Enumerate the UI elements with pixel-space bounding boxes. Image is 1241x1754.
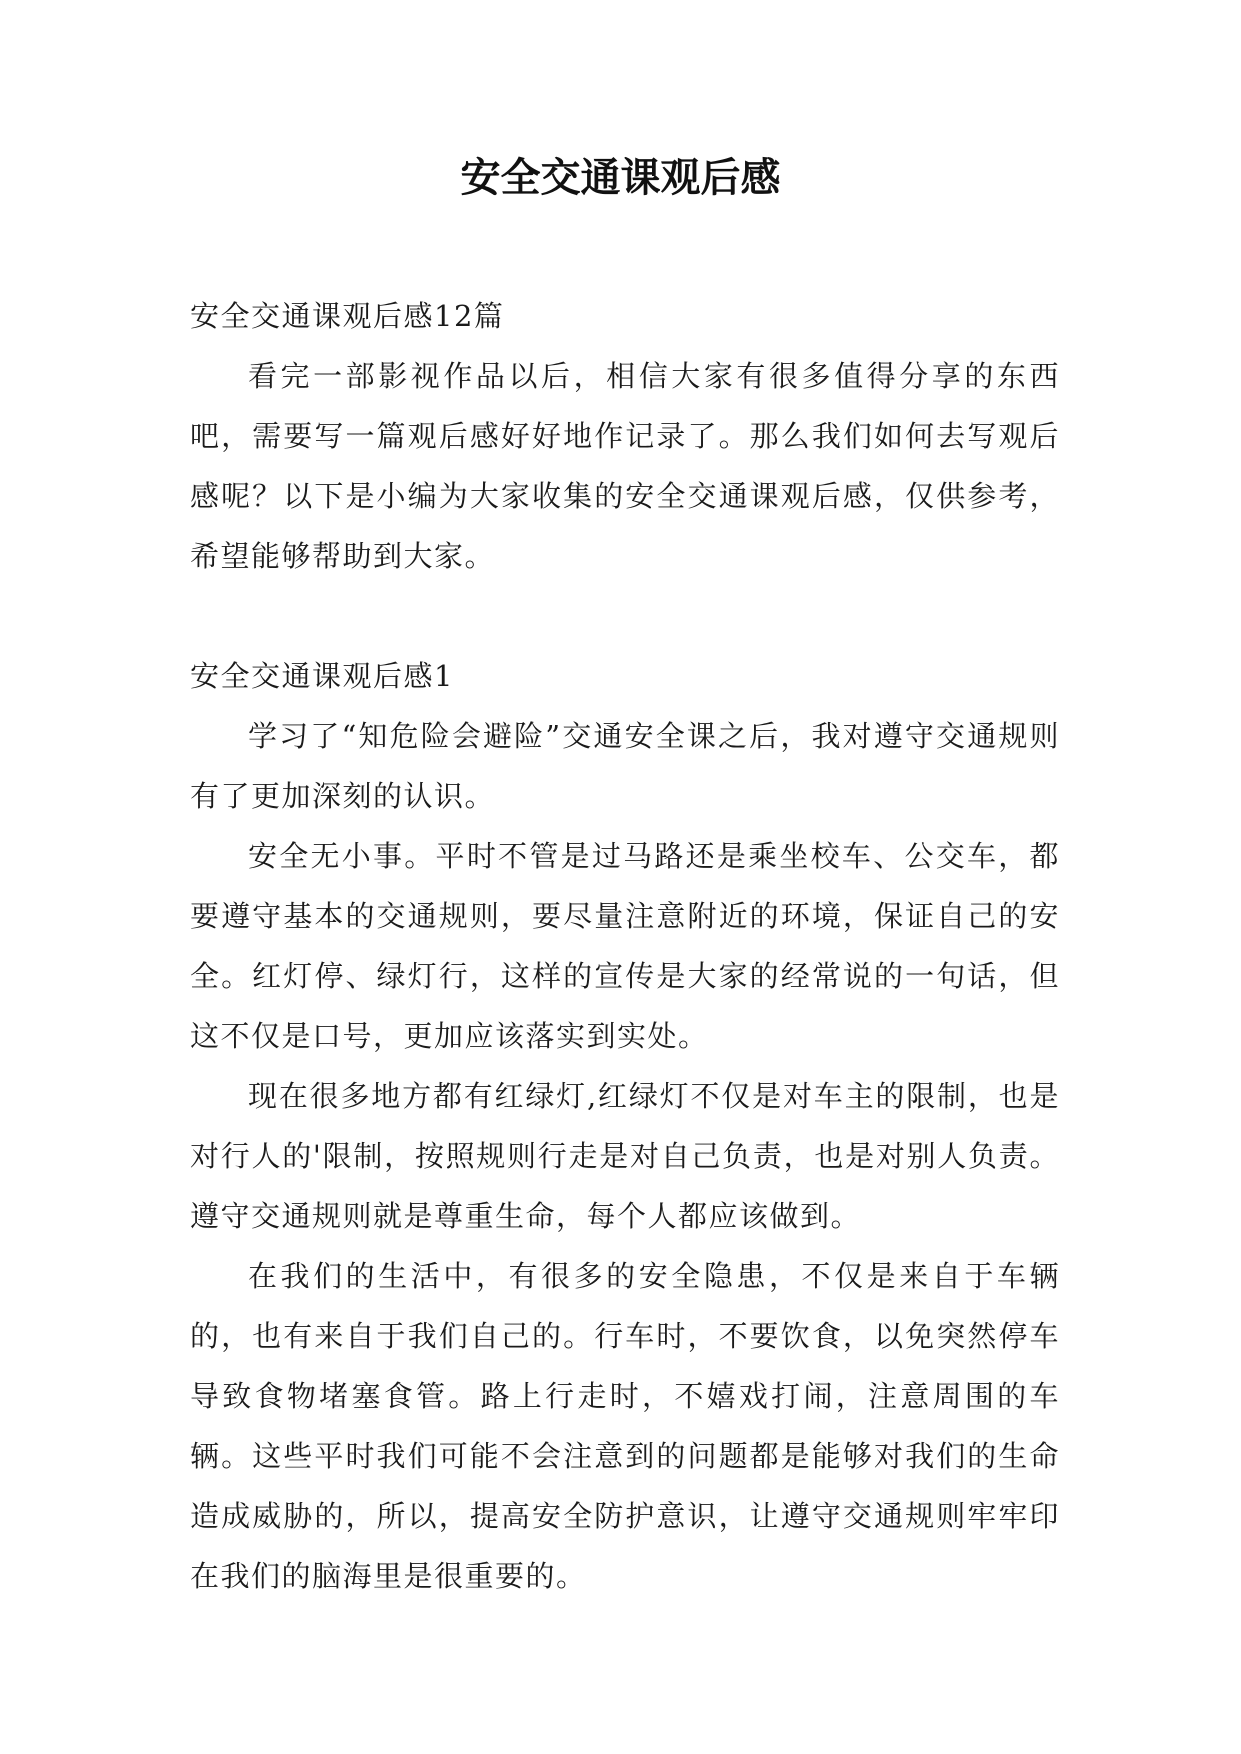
body-paragraph: 在我们的生活中，有很多的安全隐患，不仅是来自于车辆的，也有来自于我们自己的。行车时，不要饮食，以免突然停车导致食物堵塞食管。路上行走时，不嬉戏打闹，注意周围的车辆。这些平时我们可能不会注意到的问题都是能够对我们的生命造成威胁的，所以，提高安全防护意识，让遵守交通规则牢牢印在我们的脑海里是很重要的。 <box>190 1259 1060 1593</box>
body-paragraph: 安全无小事。平时不管是过马路还是乘坐校车、公交车，都要遵守基本的交通规则，要尽量注意附近的环境，保证自己的安全。红灯停、绿灯行，这样的宣传是大家的经常说的一句话，但这不仅是口号，更加应该落实到实处。 <box>190 839 1060 1053</box>
body-paragraph: 现在很多地方都有红绿灯,红绿灯不仅是对车主的限制，也是对行人的'限制，按照规则行走是对自己负责，也是对别人负责。遵守交通规则就是尊重生命，每个人都应该做到。 <box>190 1079 1060 1233</box>
document-body <box>190 286 1060 1606</box>
document-title: 安全交通课观后感 <box>460 155 781 201</box>
subtitle: 安全交通课观后感12篇 <box>190 299 505 333</box>
body-paragraph: 学习了“知危险会避险”交通安全课之后，我对遵守交通规则有了更加深刻的认识。 <box>190 719 1060 813</box>
section-heading: 安全交通课观后感1 <box>190 659 454 693</box>
section-spacer <box>190 586 1060 646</box>
intro-paragraph: 看完一部影视作品以后，相信大家有很多值得分享的东西吧，需要写一篇观后感好好地作记录了。那么我们如何去写观后感呢？以下是小编为大家收集的安全交通课观后感，仅供参考，希望能够帮助到大家。 <box>190 359 1060 573</box>
